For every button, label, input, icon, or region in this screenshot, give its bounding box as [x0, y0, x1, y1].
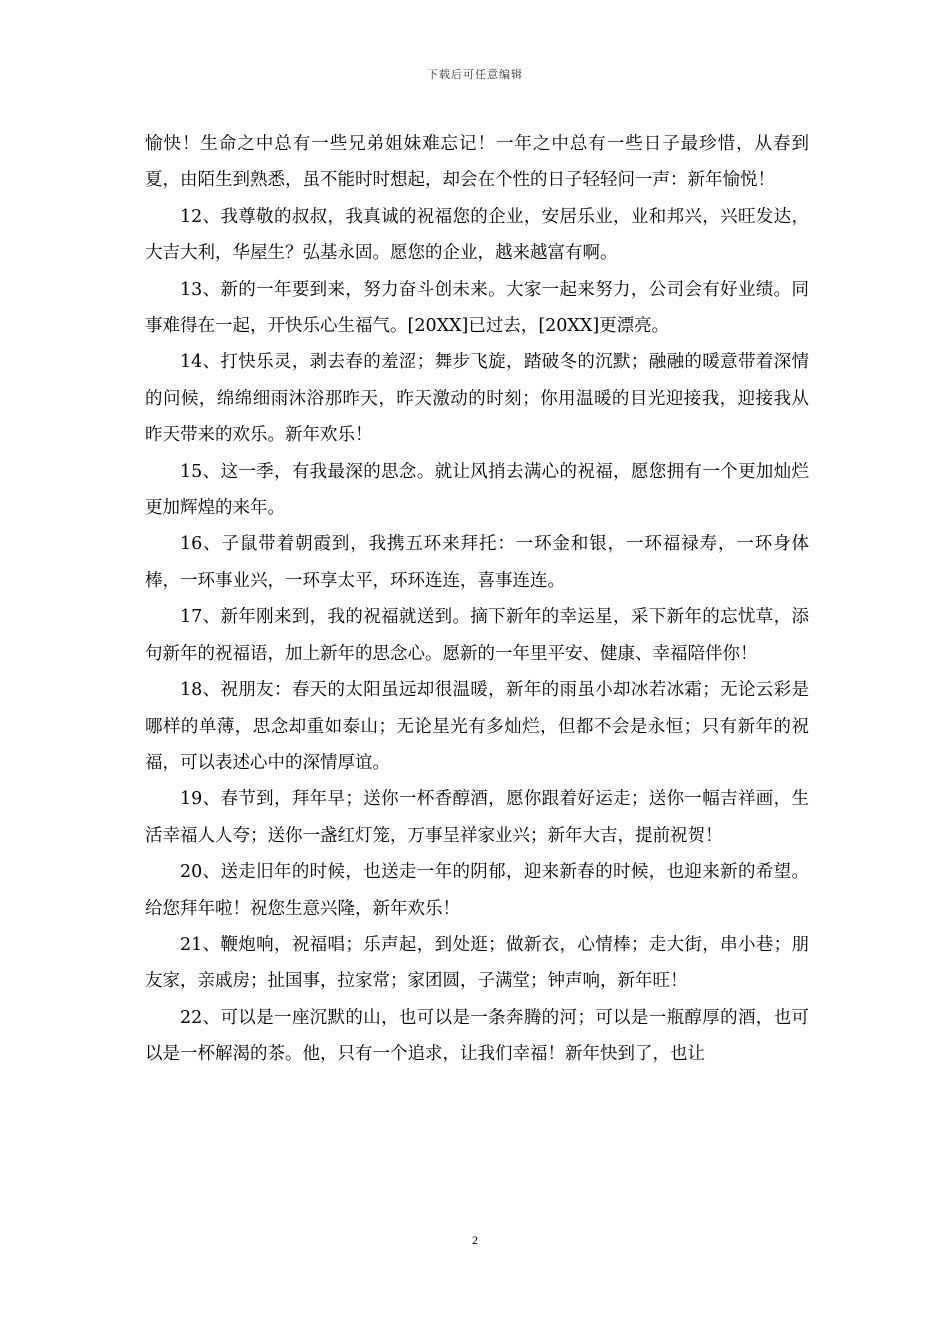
paragraph-21: 21、鞭炮响，祝福唱；乐声起，到处逛；做新衣，心情棒；走大街，串小巷；朋友家，亲戚房；扯国事，拉家常；家团圆，子满堂；钟声响，新年旺！: [145, 934, 809, 992]
paragraph-17: 17、新年刚来到，我的祝福就送到。摘下新年的幸运星，采下新年的忘忧草，添句新年的祝福语，加上新年的思念心。愿新的一年里平安、健康、幸福陪伴你！: [145, 607, 809, 664]
page-number: 2: [472, 1233, 478, 1247]
paragraph-12: 12、我尊敬的叔叔，我真诚的祝福您的企业，安居乐业，业和邦兴，兴旺发达，大吉大利，华屋生？弘基永固。愿您的企业，越来越富有啊。: [145, 206, 809, 264]
paragraph-13: 13、新的一年要到来，努力奋斗创未来。大家一起来努力，公司会有好业绩。同事难得在一起，开快乐心生福气。[20XX]已过去，[20XX]更漂亮。: [145, 279, 809, 337]
document-body: [145, 126, 809, 1073]
paragraph-15: 15、这一季，有我最深的思念。就让风捎去满心的祝福，愿您拥有一个更加灿烂更加辉煌的来年。: [145, 461, 809, 519]
paragraph-14: 14、打快乐灵，剥去春的羞涩；舞步飞旋，踏破冬的沉默；融融的暖意带着深情的问候，绵绵细雨沐浴那昨天，昨天激动的时刻；你用温暖的目光迎接我，迎接我从昨天带来的欢乐。新年欢乐！: [145, 352, 809, 446]
paragraph-continuation: 愉快！生命之中总有一些兄弟姐妹难忘记！一年之中总有一些日子最珍惜，从春到夏，由陌生到熟悉，虽不能时时想起，却会在个性的日子轻轻问一声：新年愉悦！: [145, 134, 809, 191]
paragraph-18: 18、祝朋友：春天的太阳虽远却很温暖，新年的雨虽小却冰若冰霜；无论云彩是哪样的单薄，思念却重如泰山；无论星光有多灿烂，但都不会是永恒；只有新年的祝福，可以表述心中的深情厚谊。: [145, 680, 809, 773]
paragraph-22: 22、可以是一座沉默的山，也可以是一条奔腾的河；可以是一瓶醇厚的酒，也可以是一杯解渴的茶。他，只有一个追求，让我们幸福！新年快到了，也让: [145, 1007, 809, 1065]
paragraph-16: 16、子鼠带着朝霞到，我携五环来拜托：一环金和银，一环福禄寿，一环身体棒，一环事业兴，一环享太平，环环连连，喜事连连。: [145, 534, 809, 591]
page-header: 下载后可任意编辑: [427, 68, 523, 81]
paragraph-20: 20、送走旧年的时候，也送走一年的阴郁，迎来新春的时候，也迎来新的希望。给您拜年啦！祝您生意兴隆，新年欢乐！: [145, 862, 809, 919]
paragraph-19: 19、春节到，拜年早；送你一杯香醇酒，愿你跟着好运走；送你一幅吉祥画，生活幸福人人夸；送你一盏红灯笼，万事呈祥家业兴；新年大吉，提前祝贺！: [145, 789, 809, 846]
